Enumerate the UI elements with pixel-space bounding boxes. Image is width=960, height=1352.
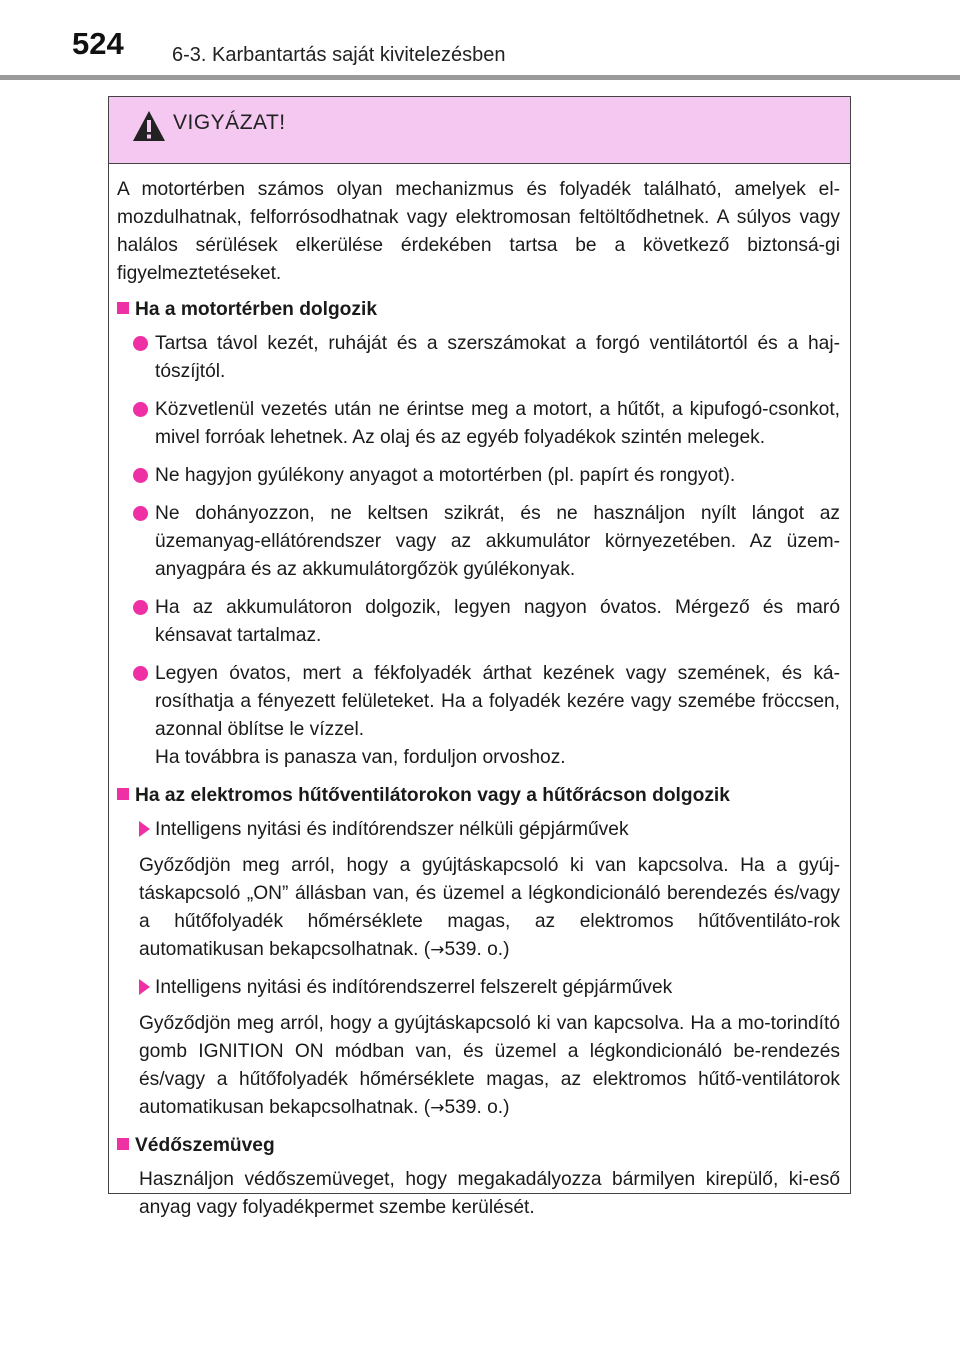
- round-bullet-icon: [133, 468, 148, 483]
- page-reference[interactable]: 539. o.): [444, 1097, 510, 1118]
- page-reference[interactable]: 539. o.): [444, 939, 510, 960]
- caution-body: [109, 164, 850, 1222]
- sub-paragraph-text: Győződjön meg arról, hogy a gyújtáskapcsoló ki van kapcsolva. Ha a mo-torindító gomb IGNITION ON módban van, és üzemel a légkondicionáló be-rendezés és/vagy a hűtőfolyadék hőmérséklete magas, az elektromos hűtő-ventilátorok automatikusan bekapcsolhatnak. (: [139, 1013, 840, 1118]
- reference-arrow: →: [430, 940, 445, 960]
- list-item-text: Ne dohányozzon, ne keltsen szikrát, és ne használjon nyílt lángot az üzemanyag-ellátórendszer vagy az akkumulátor környezetében. Az üzem-anyagpára és az akkumulátorgőzök gyúlékonyak.: [155, 503, 840, 580]
- sub-heading-without-smart-key: [117, 816, 840, 844]
- list-item-text: Ne hagyjon gyúlékony anyagot a motortérben (pl. papírt és rongyot).: [155, 465, 736, 486]
- round-bullet-icon: [133, 506, 148, 521]
- heading-text: Védőszemüveg: [135, 1135, 275, 1156]
- safety-glasses-paragraph: Használjon védőszemüveget, hogy megakadályozza bármilyen kirepülő, ki-eső anyag vagy folyadékpermet szembe kerülését.: [139, 1169, 840, 1218]
- intro-paragraph: A motortérben számos olyan mechanizmus és folyadék található, amelyek el-mozdulhatnak, felforrósodhatnak vagy elektromosan feltöltődhetnek. A súlyos vagy halálos sérülések elkerülése érdekében tartsa be a következő biztonsá-gi figyelmeztetéseket.: [117, 179, 840, 284]
- square-bullet-icon: [117, 302, 129, 314]
- list-item-text: Ha az akkumulátoron dolgozik, legyen nagyon óvatos. Mérgező és maró kénsavat tartalmaz.: [155, 597, 840, 646]
- triangle-arrow-icon: [139, 979, 150, 995]
- list-item: [117, 660, 840, 772]
- list-item: [117, 396, 840, 452]
- round-bullet-icon: [133, 336, 148, 351]
- brake-fluid-extra-text: Ha továbbra is panasza van, forduljon orvoshoz.: [155, 747, 566, 768]
- page-header: [0, 0, 960, 82]
- sub-paragraph-text: Győződjön meg arról, hogy a gyújtáskapcsoló ki van kapcsolva. Ha a gyúj-táskapcsoló „ON” állásban van, és üzemel a légkondicionáló berendezés és/vagy a hűtőfolyadék hőmérséklete magas, az elektromos hűtőventiláto-rok automatikusan bekapcsolhatnak. (: [139, 855, 840, 960]
- round-bullet-icon: [133, 666, 148, 681]
- reference-arrow: →: [430, 1098, 445, 1118]
- header-rule: [0, 75, 960, 80]
- section-heading-safety-glasses: [117, 1132, 840, 1160]
- section-heading-cooling-fans: [117, 782, 840, 810]
- list-item: [117, 462, 840, 490]
- square-bullet-icon: [117, 788, 129, 800]
- list-item-text: Tartsa távol kezét, ruháját és a szerszámokat a forgó ventilátortól és a haj-tószíjtól.: [155, 333, 840, 382]
- sub-heading-text: Intelligens nyitási és indítórendszerrel felszerelt gépjárművek: [155, 977, 673, 998]
- list-item-text: [155, 660, 840, 772]
- heading-text: Ha az elektromos hűtőventilátorokon vagy a hűtőrácson dolgozik: [135, 785, 730, 806]
- heading-text: Ha a motortérben dolgozik: [135, 299, 377, 320]
- page-number: 524: [72, 26, 124, 61]
- round-bullet-icon: [133, 600, 148, 615]
- triangle-arrow-icon: [139, 821, 150, 837]
- sub-heading-text: Intelligens nyitási és indítórendszer nélküli gépjárművek: [155, 819, 629, 840]
- square-bullet-icon: [117, 1138, 129, 1150]
- section-heading-engine-compartment: [117, 296, 840, 324]
- sub-paragraph: [117, 1010, 840, 1122]
- caution-box: [108, 96, 851, 1218]
- brake-fluid-text: Legyen óvatos, mert a fékfolyadék árthat kezének vagy szemének, és ká-rosíthatja a fényezett felületeket. Ha a folyadék kezére vagy szemébe fröccsen, azonnal öblítse le vízzel.: [155, 663, 840, 740]
- list-item: [117, 500, 840, 584]
- sub-paragraph: [117, 852, 840, 964]
- round-bullet-icon: [133, 402, 148, 417]
- section-title: 6-3. Karbantartás saját kivitelezésben: [172, 44, 506, 66]
- sub-heading-with-smart-key: [117, 974, 840, 1002]
- warning-triangle-icon: [131, 109, 167, 143]
- list-item-text: Közvetlenül vezetés után ne érintse meg a motort, a hűtőt, a kipufogó-csonkot, mivel forróak lehetnek. Az olaj és az egyéb folyadékok szintén melegek.: [155, 399, 840, 448]
- caution-header: [109, 97, 850, 164]
- caution-title: VIGYÁZAT!: [173, 111, 286, 134]
- list-item: [117, 594, 840, 650]
- list-item: [117, 330, 840, 386]
